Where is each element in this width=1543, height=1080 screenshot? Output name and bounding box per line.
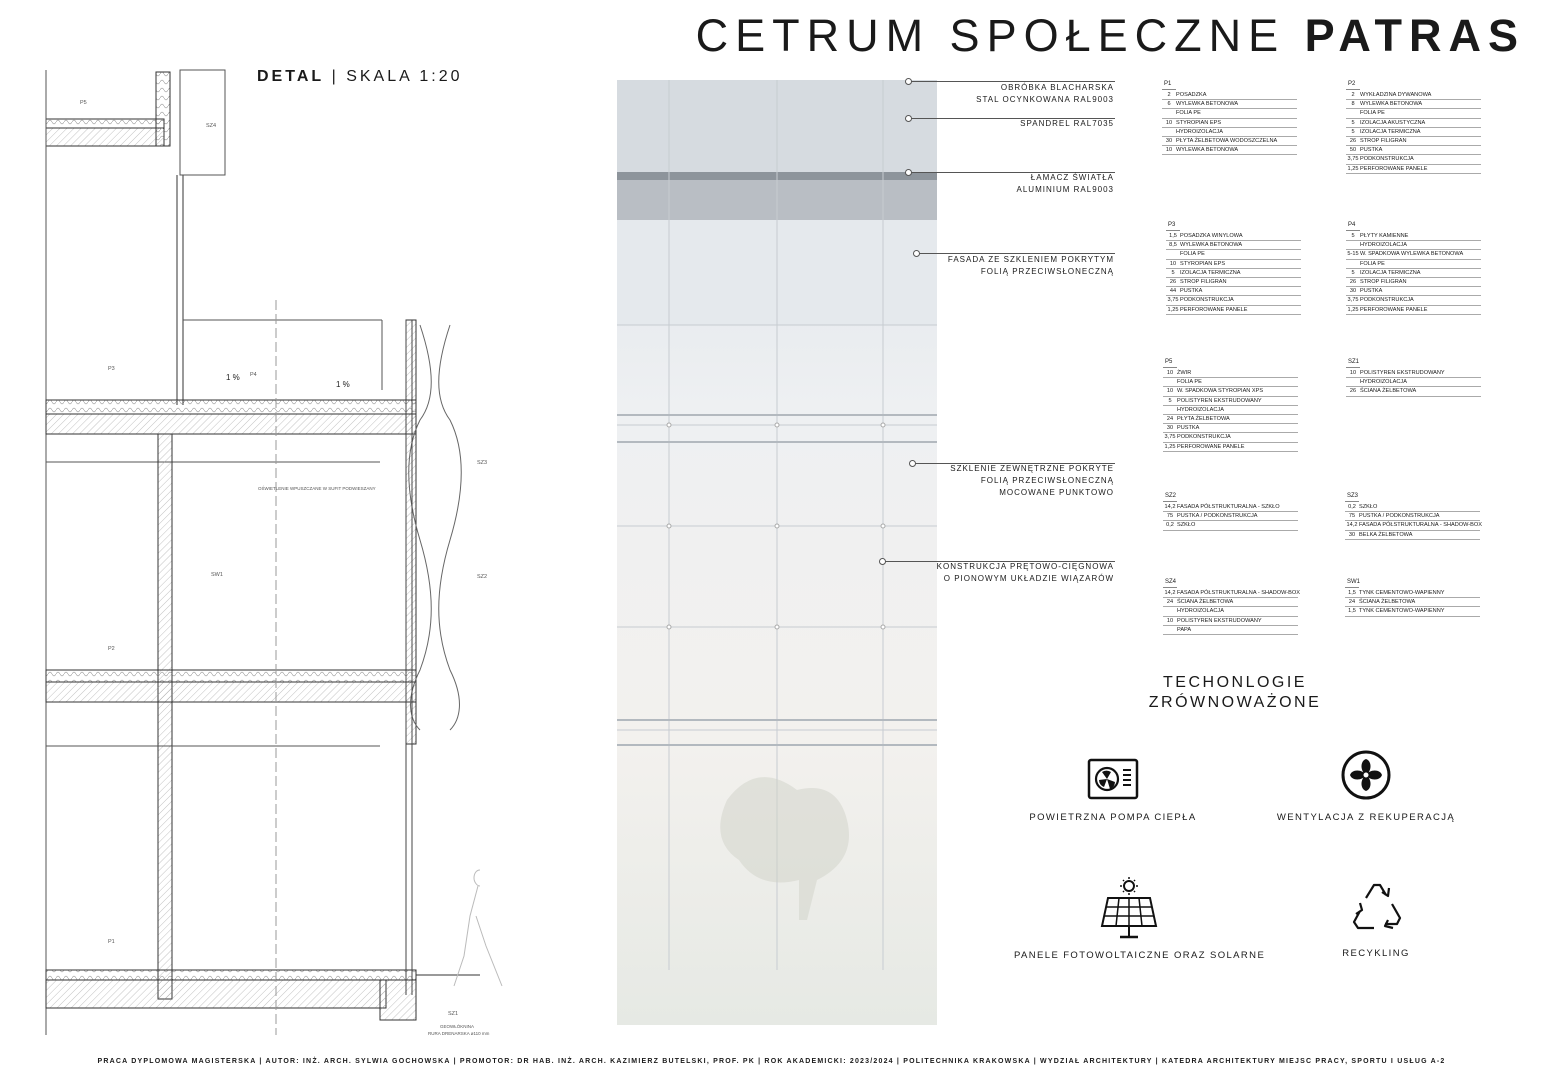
- layer-table-id: P4: [1346, 221, 1360, 231]
- layer-material: ŚCIANA ŻELBETOWA: [1177, 599, 1234, 606]
- layer-thickness: 1,25: [1347, 306, 1359, 313]
- layer-table-id: P3: [1166, 221, 1180, 231]
- layer-material: STROP FILIGRAN: [1360, 278, 1407, 285]
- layer-thickness: 14,2: [1346, 522, 1358, 529]
- layer-thickness: 26: [1349, 388, 1357, 395]
- tech-ventilation: [1251, 748, 1481, 823]
- layer-table-id: SZ3: [1345, 492, 1359, 502]
- layer-material: POSADZKA WINYLOWA: [1180, 233, 1243, 239]
- layer-material: SZKŁO: [1177, 522, 1196, 529]
- layer-row: [1166, 260, 1301, 269]
- layer-thickness: 0,2: [1166, 522, 1174, 529]
- layer-thickness: 75: [1348, 513, 1356, 520]
- annotation-spandrel: SPANDREL RAL7035: [1020, 119, 1114, 128]
- layer-thickness: 26: [1349, 278, 1357, 285]
- layer-material: PODKONSTRUKCJA: [1177, 434, 1231, 441]
- layer-material: POLISTYREN EKSTRUDOWANY: [1177, 617, 1262, 624]
- layer-row: [1163, 503, 1298, 512]
- layer-material: PUSTKA / PODKONSTRUKCJA: [1359, 513, 1440, 520]
- solar-panel-icon: [1098, 876, 1160, 940]
- layer-thickness: 14,2: [1164, 590, 1176, 596]
- layer-thickness: 5: [1168, 397, 1172, 404]
- tech-recycling: [1261, 880, 1491, 959]
- tech-label-ventilation: WENTYLACJA Z REKUPERACJĄ: [1276, 812, 1456, 823]
- layer-row: [1163, 415, 1298, 424]
- layer-thickness: [1346, 241, 1360, 249]
- layer-material: TYNK CEMENTOWO-WAPIENNY: [1359, 590, 1445, 596]
- layer-material: WYLEWKA BETONOWA: [1176, 147, 1239, 154]
- layer-row: [1346, 306, 1481, 315]
- layer-material: TYNK CEMENTOWO-WAPIENNY: [1359, 608, 1445, 615]
- layer-material: FOLIA PE: [1360, 110, 1385, 117]
- layer-material: IZOLACJA TERMICZNA: [1360, 269, 1421, 276]
- layer-thickness: 10: [1165, 119, 1173, 126]
- layer-material: POSADZKA: [1176, 92, 1207, 98]
- layer-thickness: 1,5: [1348, 590, 1356, 596]
- layer-material: POLISTYREN EKSTRUDOWANY: [1360, 370, 1445, 376]
- layer-material: PERFOROWANE PANELE: [1177, 443, 1245, 450]
- layer-thickness: 30: [1348, 531, 1356, 538]
- layer-row: [1162, 119, 1297, 128]
- tech-label-heat-pump: POWIETRZNA POMPA CIEPŁA: [1029, 812, 1197, 823]
- layer-row: [1346, 369, 1481, 378]
- layer-thickness: 26: [1169, 278, 1177, 285]
- annotation-outer-glazing: SZKLENIE ZEWNĘTRZNE POKRYTE FOLIĄ PRZECIWSŁONECZNĄ MOCOWANE PUNKTOWO: [950, 464, 1114, 497]
- layer-material: IZOLACJA AKUSTYCZNA: [1360, 119, 1426, 126]
- layer-thickness: [1346, 109, 1360, 117]
- layer-material: FASADA PÓŁSTRUKTURALNA - SZKŁO: [1177, 504, 1280, 510]
- layer-row: [1163, 369, 1298, 378]
- layer-row: [1345, 521, 1480, 530]
- layer-material: PODKONSTRUKCJA: [1360, 297, 1414, 304]
- layer-material: PŁYTA ŻELBETOWA: [1177, 415, 1230, 422]
- tech-label-solar: PANELE FOTOWOLTAICZNE ORAZ SOLARNE: [1014, 950, 1266, 961]
- layer-row: [1163, 607, 1298, 616]
- layer-thickness: 5-15: [1347, 251, 1359, 258]
- layer-table-id: SZ1: [1346, 358, 1360, 368]
- layer-material: ŚCIANA ŻELBETOWA: [1360, 388, 1417, 395]
- layer-material: BELKA ŻELBETOWA: [1359, 531, 1413, 538]
- layer-table-id: P2: [1346, 80, 1360, 90]
- layer-row: [1345, 531, 1480, 540]
- layer-row: [1166, 287, 1301, 296]
- layer-table-id: SW1: [1345, 578, 1359, 588]
- layer-thickness: 24: [1166, 415, 1174, 422]
- layer-material: FOLIA PE: [1360, 260, 1385, 267]
- layer-thickness: 10: [1166, 388, 1174, 395]
- layer-material: FOLIA PE: [1177, 379, 1202, 386]
- layer-table-id: P5: [1163, 358, 1177, 368]
- layer-thickness: [1166, 250, 1180, 258]
- layer-row: [1163, 433, 1298, 442]
- ventilation-fan-icon: [1339, 748, 1393, 802]
- layer-row: [1346, 128, 1481, 137]
- layer-thickness: 10: [1166, 370, 1174, 376]
- footer-credits: PRACA DYPLOMOWA MAGISTERSKA | AUTOR: INŻ. ARCH. SYLWIA GOCHOWSKA | PROMOTOR: DR HAB. INŻ. ARCH. KAZIMIERZ BUTELSKI, PROF. PK | ROK AKADEMICKI: 2023/2024 | POLITECHNIKA KRAKOWSKA | WYDZIAŁ ARCHITEKTURY | KATEDRA ARCHITEKTURY MIEJSC PRACY, SPORTU I USŁUG A-2: [97, 1058, 1446, 1065]
- layer-material: FOLIA PE: [1176, 110, 1201, 117]
- layer-material: PODKONSTRUKCJA: [1360, 156, 1414, 163]
- layer-row: [1346, 241, 1481, 250]
- layer-material: HYDROIZOLACJA: [1360, 379, 1407, 386]
- layer-row: [1346, 100, 1481, 109]
- layer-thickness: 24: [1348, 599, 1356, 606]
- layer-row: [1345, 589, 1480, 598]
- layer-table-sw1: [1345, 578, 1480, 617]
- layer-material: WYLEWKA BETONOWA: [1176, 101, 1239, 108]
- layer-row: [1346, 278, 1481, 287]
- tech-solar: [1014, 876, 1266, 961]
- layer-thickness: 10: [1165, 147, 1173, 154]
- detail-scale: SKALA 1:20: [346, 68, 463, 85]
- label-p1: P1: [108, 939, 115, 945]
- layer-row: [1166, 250, 1301, 259]
- title-main: CETRUM SPOŁECZNE: [695, 10, 1286, 61]
- layer-row: [1345, 607, 1480, 616]
- layer-material: STROP FILIGRAN: [1360, 137, 1407, 144]
- detail-section-drawing: [40, 70, 490, 1036]
- layer-row: [1163, 387, 1298, 396]
- layer-table-sz2: [1163, 492, 1298, 531]
- layer-material: FASADA PÓŁSTRUKTURALNA - SHADOW-BOX: [1359, 522, 1482, 529]
- heat-pump-icon: [1087, 758, 1139, 802]
- layer-table-p1: [1162, 80, 1297, 155]
- layer-material: PERFOROWANE PANELE: [1360, 306, 1428, 313]
- layer-material: PAPA: [1177, 626, 1192, 633]
- annotation-facade-glazing: FASADA ZE SZKLENIEM POKRYTYM FOLIĄ PRZECIWSŁONECZNĄ: [947, 255, 1114, 276]
- layer-material: PUSTKA / PODKONSTRUKCJA: [1177, 513, 1258, 520]
- layer-material: PŁYTY KAMIENNE: [1360, 233, 1409, 239]
- layer-table-id: P1: [1162, 80, 1176, 90]
- layer-material: WYLEWKA BETONOWA: [1180, 242, 1243, 249]
- layer-material: PUSTKA: [1180, 288, 1203, 295]
- layer-row: [1163, 626, 1298, 635]
- layer-material: FOLIA PE: [1180, 251, 1205, 258]
- layer-table-p5: [1163, 358, 1298, 452]
- layer-material: W. SPADKOWA STYROPIAN XPS: [1177, 388, 1264, 395]
- layer-row: [1162, 91, 1297, 100]
- layer-row: [1162, 137, 1297, 146]
- layer-material: ŚCIANA ŻELBETOWA: [1359, 599, 1416, 606]
- detail-label: DETAL: [257, 68, 325, 85]
- layer-material: ŻWIR: [1177, 370, 1192, 376]
- layer-thickness: 30: [1166, 425, 1174, 432]
- layer-row: [1346, 119, 1481, 128]
- layer-thickness: [1163, 406, 1177, 414]
- layer-row: [1345, 503, 1480, 512]
- layer-row: [1346, 250, 1481, 259]
- layer-row: [1163, 598, 1298, 607]
- layer-table-p3: [1166, 221, 1301, 315]
- layer-row: [1346, 91, 1481, 100]
- layer-row: [1163, 617, 1298, 626]
- layer-material: STYROPIAN EPS: [1176, 119, 1222, 126]
- layer-thickness: 10: [1169, 260, 1177, 267]
- tech-title: TECHONLOGIE ZRÓWNOWAŻONE: [1148, 674, 1322, 711]
- layer-row: [1163, 378, 1298, 387]
- layer-thickness: 1,25: [1347, 165, 1359, 172]
- layer-material: PERFOROWANE PANELE: [1180, 306, 1248, 313]
- layer-row: [1162, 128, 1297, 137]
- label-p2: P2: [108, 646, 115, 652]
- layer-table-p2: [1346, 80, 1481, 174]
- label-sz4: SZ4: [206, 123, 217, 129]
- layer-material: HYDROIZOLACJA: [1360, 242, 1407, 249]
- layer-thickness: 3,75: [1164, 434, 1176, 441]
- layer-material: STYROPIAN EPS: [1180, 260, 1226, 267]
- layer-thickness: 8,5: [1169, 242, 1177, 249]
- layer-row: [1346, 287, 1481, 296]
- layer-material: WYLEWKA BETONOWA: [1360, 101, 1423, 108]
- layer-material: PŁYTA ŻELBETOWA WODOSZCZELNA: [1176, 137, 1278, 144]
- layer-row: [1345, 598, 1480, 607]
- layer-row: [1166, 296, 1301, 305]
- layer-thickness: 5: [1351, 269, 1355, 276]
- layer-row: [1346, 269, 1481, 278]
- drain-note: RURA DRENARSKA ø110 mm: [428, 1031, 490, 1036]
- layer-material: HYDROIZOLACJA: [1176, 128, 1223, 135]
- slope-label-2: 1 %: [336, 380, 350, 389]
- layer-thickness: 3,75: [1347, 156, 1359, 163]
- label-p4: P4: [250, 372, 257, 378]
- detail-separator: |: [331, 68, 339, 85]
- layer-row: [1166, 306, 1301, 315]
- layer-material: IZOLACJA TERMICZNA: [1360, 128, 1421, 135]
- layer-material: PUSTKA: [1177, 425, 1200, 432]
- layer-material: POLISTYREN EKSTRUDOWANY: [1177, 397, 1262, 404]
- slope-label-1: 1 %: [226, 373, 240, 382]
- layer-row: [1346, 146, 1481, 155]
- layer-thickness: 30: [1349, 288, 1357, 295]
- layer-row: [1163, 443, 1298, 452]
- layer-row: [1345, 512, 1480, 521]
- layer-thickness: 1,5: [1169, 233, 1177, 239]
- layer-thickness: 2: [1351, 92, 1355, 98]
- layer-thickness: [1162, 128, 1176, 136]
- layer-thickness: 5: [1351, 233, 1355, 239]
- layer-row: [1163, 589, 1298, 598]
- annotation-flashing: OBRÓBKA BLACHARSKA STAL OCYNKOWANA RAL9003: [976, 83, 1114, 104]
- layer-thickness: 1,25: [1167, 306, 1179, 313]
- layer-row: [1346, 165, 1481, 174]
- layer-thickness: 8: [1351, 101, 1355, 108]
- layer-row: [1166, 269, 1301, 278]
- layer-material: IZOLACJA TERMICZNA: [1180, 269, 1241, 276]
- layer-row: [1163, 397, 1298, 406]
- layer-row: [1162, 109, 1297, 118]
- layer-row: [1346, 232, 1481, 241]
- page-title: [696, 10, 1525, 62]
- layer-material: STROP FILIGRAN: [1180, 278, 1227, 285]
- layer-material: W. SPADKOWA WYLEWKA BETONOWA: [1360, 251, 1464, 258]
- layer-material: HYDROIZOLACJA: [1177, 406, 1224, 413]
- label-sz2: SZ2: [477, 574, 488, 580]
- layer-row: [1346, 260, 1481, 269]
- layer-material: WYKŁADZINA DYWANOWA: [1360, 92, 1432, 98]
- layer-material: FASADA PÓŁSTRUKTURALNA - SHADOW-BOX: [1177, 590, 1300, 596]
- light-note: OŚWIETLENIE WPUSZCZANE W SUFIT PODWIESZANY: [258, 486, 376, 491]
- layer-thickness: 6: [1167, 101, 1171, 108]
- layer-material: SZKŁO: [1359, 504, 1378, 510]
- label-p3: P3: [108, 366, 115, 372]
- layer-table-sz3: [1345, 492, 1480, 540]
- facade-elevation: [617, 80, 937, 1025]
- layer-row: [1346, 387, 1481, 396]
- layer-material: PODKONSTRUKCJA: [1180, 297, 1234, 304]
- layer-row: [1162, 146, 1297, 155]
- layer-row: [1166, 241, 1301, 250]
- title-bold: PATRAS: [1304, 10, 1525, 61]
- label-sz1: SZ1: [448, 1011, 459, 1017]
- layer-thickness: 1,25: [1164, 443, 1176, 450]
- layer-row: [1346, 378, 1481, 387]
- layer-row: [1346, 155, 1481, 164]
- layer-table-sz1: [1346, 358, 1481, 397]
- layer-table-id: SZ4: [1163, 578, 1177, 588]
- layer-thickness: [1163, 378, 1177, 386]
- geo-note: GEOWŁÓKNINA: [440, 1024, 475, 1029]
- layer-material: HYDROIZOLACJA: [1177, 608, 1224, 615]
- layer-thickness: 3,75: [1167, 297, 1179, 304]
- layer-thickness: 44: [1169, 288, 1177, 295]
- layer-thickness: 26: [1349, 137, 1357, 144]
- layer-thickness: 75: [1166, 513, 1174, 520]
- label-sw1: SW1: [211, 572, 223, 578]
- layer-thickness: 50: [1349, 147, 1357, 154]
- layer-thickness: 3,75: [1347, 297, 1359, 304]
- layer-table-id: SZ2: [1163, 492, 1177, 502]
- layer-row: [1163, 406, 1298, 415]
- annotation-cable-structure: KONSTRUKCJA PRĘTOWO-CIĘGNOWA O PIONOWYM UKŁADZIE WIĄZARÓW: [936, 562, 1114, 583]
- layer-thickness: [1163, 626, 1177, 634]
- layer-row: [1163, 512, 1298, 521]
- recycling-icon: [1346, 880, 1406, 938]
- layer-material: PUSTKA: [1360, 147, 1383, 154]
- layer-table-p4: [1346, 221, 1481, 315]
- layer-row: [1163, 424, 1298, 433]
- layer-thickness: 2: [1167, 92, 1171, 98]
- layer-material: PERFOROWANE PANELE: [1360, 165, 1428, 172]
- layer-thickness: 5: [1351, 128, 1355, 135]
- layer-material: PUSTKA: [1360, 288, 1383, 295]
- layer-row: [1346, 137, 1481, 146]
- label-sz3: SZ3: [477, 460, 488, 466]
- layer-thickness: [1346, 378, 1360, 386]
- layer-thickness: 10: [1349, 370, 1357, 376]
- layer-thickness: [1162, 109, 1176, 117]
- layer-thickness: 30: [1165, 137, 1173, 144]
- layer-thickness: 14,2: [1164, 504, 1176, 510]
- layer-table-sz4: [1163, 578, 1298, 635]
- tech-heat-pump: [998, 758, 1228, 823]
- layer-thickness: 24: [1166, 599, 1174, 606]
- layer-thickness: 5: [1171, 269, 1175, 276]
- layer-row: [1166, 232, 1301, 241]
- layer-row: [1166, 278, 1301, 287]
- layer-row: [1346, 296, 1481, 305]
- layer-thickness: 10: [1166, 617, 1174, 624]
- label-p5: P5: [80, 100, 87, 106]
- layer-row: [1163, 521, 1298, 530]
- annotation-light-shelf: ŁAMACZ ŚWIATŁA ALUMINIUM RAL9003: [1016, 173, 1114, 194]
- tech-label-recycling: RECYKLING: [1342, 948, 1410, 959]
- layer-row: [1346, 109, 1481, 118]
- layer-thickness: [1163, 607, 1177, 615]
- layer-thickness: 5: [1351, 119, 1355, 126]
- layer-thickness: 1,5: [1348, 608, 1356, 615]
- layer-thickness: 0,2: [1348, 504, 1356, 510]
- layer-thickness: [1346, 260, 1360, 268]
- layer-row: [1162, 100, 1297, 109]
